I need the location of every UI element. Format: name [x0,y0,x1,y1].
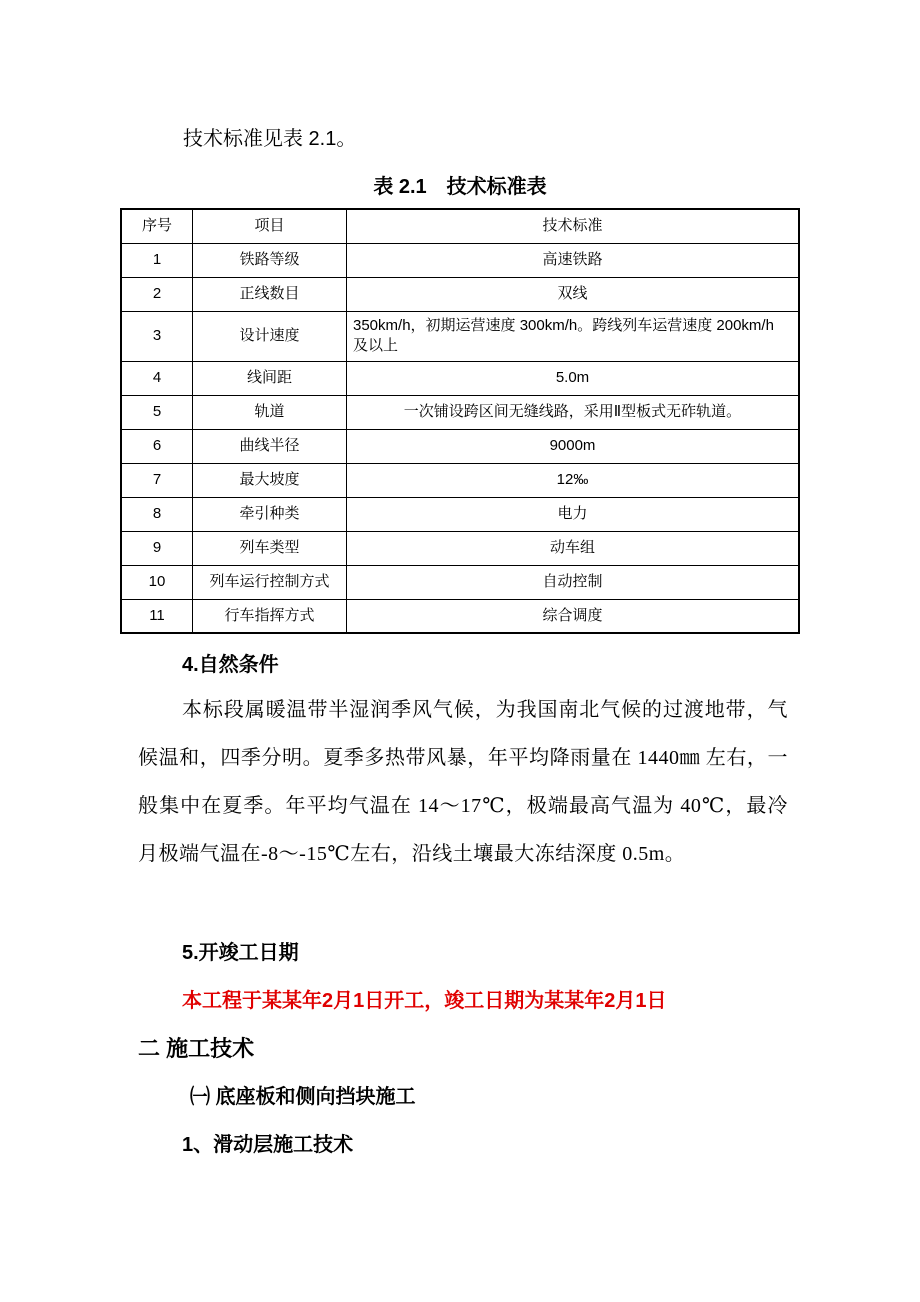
tech-standard-table [120,208,800,634]
cell-item: 线间距 [193,361,347,395]
cell-item: 最大坡度 [193,463,347,497]
cell-standard: 双线 [347,277,800,311]
header-cell: 项目 [193,209,347,243]
subheading-base-plate: ㈠ 底座板和侧向挡块施工 [190,1086,416,1108]
table-row [121,429,799,463]
paragraph: 本标段属暖温带半湿润季风气候，为我国南北气候的过渡地带，气候温和，四季分明。夏季多热带风暴，年平均降雨量在 1440㎜ 左右，一般集中在夏季。年平均气温在 14～17℃，极端最高气温为 40℃，最冷月极端气温在-8～-15℃左右，沿线土壤最大冻结深度 0.5m。 [138,699,788,865]
schedule-statement: 本工程于某某年2月1日开工，竣工日期为某某年2月1日 [182,990,667,1012]
cell-item: 列车运行控制方式 [193,565,347,599]
cell-no: 6 [121,429,193,463]
cell-no: 8 [121,497,193,531]
cell-no: 9 [121,531,193,565]
cell-no: 1 [121,243,193,277]
cell-no: 10 [121,565,193,599]
table-row [121,599,799,633]
cell-standard: 一次铺设跨区间无缝线路，采用Ⅱ型板式无砟轨道。 [347,395,800,429]
section-heading-schedule: 5.开竣工日期 [182,942,299,964]
cell-item: 设计速度 [193,311,347,361]
cell-no: 5 [121,395,193,429]
cell-standard: 电力 [347,497,800,531]
table-row [121,497,799,531]
cell-item: 牵引种类 [193,497,347,531]
cell-no: 3 [121,311,193,361]
cell-no: 4 [121,361,193,395]
cell-standard: 5.0m [347,361,800,395]
table-row [121,565,799,599]
cell-item: 列车类型 [193,531,347,565]
cell-standard: 综合调度 [347,599,800,633]
table-row [121,243,799,277]
table-row [121,463,799,497]
cell-item: 轨道 [193,395,347,429]
header-cell: 技术标准 [347,209,800,243]
natural-conditions-text [138,686,788,878]
table-row [121,531,799,565]
cell-no: 2 [121,277,193,311]
item-heading-sliding-layer: 1、滑动层施工技术 [182,1134,354,1156]
table-caption: 表 2.1 技术标准表 [373,176,547,198]
cell-no: 11 [121,599,193,633]
part-heading-construction-technology: 二 施工技术 [138,1036,255,1061]
table-row [121,361,799,395]
cell-standard: 350km/h，初期运营速度 300km/h。跨线列车运营速度 200km/h 及以上 [347,311,800,361]
cell-standard: 高速铁路 [347,243,800,277]
table-row [121,311,799,361]
cell-standard: 自动控制 [347,565,800,599]
cell-item: 铁路等级 [193,243,347,277]
table-row [121,277,799,311]
table-header-row [121,209,799,243]
cell-standard: 12‰ [347,463,800,497]
table-row [121,395,799,429]
section-heading-natural-conditions: 4.自然条件 [182,654,279,676]
cell-standard: 9000m [347,429,800,463]
cell-no: 7 [121,463,193,497]
cell-item: 正线数目 [193,277,347,311]
cell-item: 曲线半径 [193,429,347,463]
cell-standard: 动车组 [347,531,800,565]
intro-text: 技术标准见表 2.1。 [183,128,357,150]
header-cell: 序号 [121,209,193,243]
cell-item: 行车指挥方式 [193,599,347,633]
